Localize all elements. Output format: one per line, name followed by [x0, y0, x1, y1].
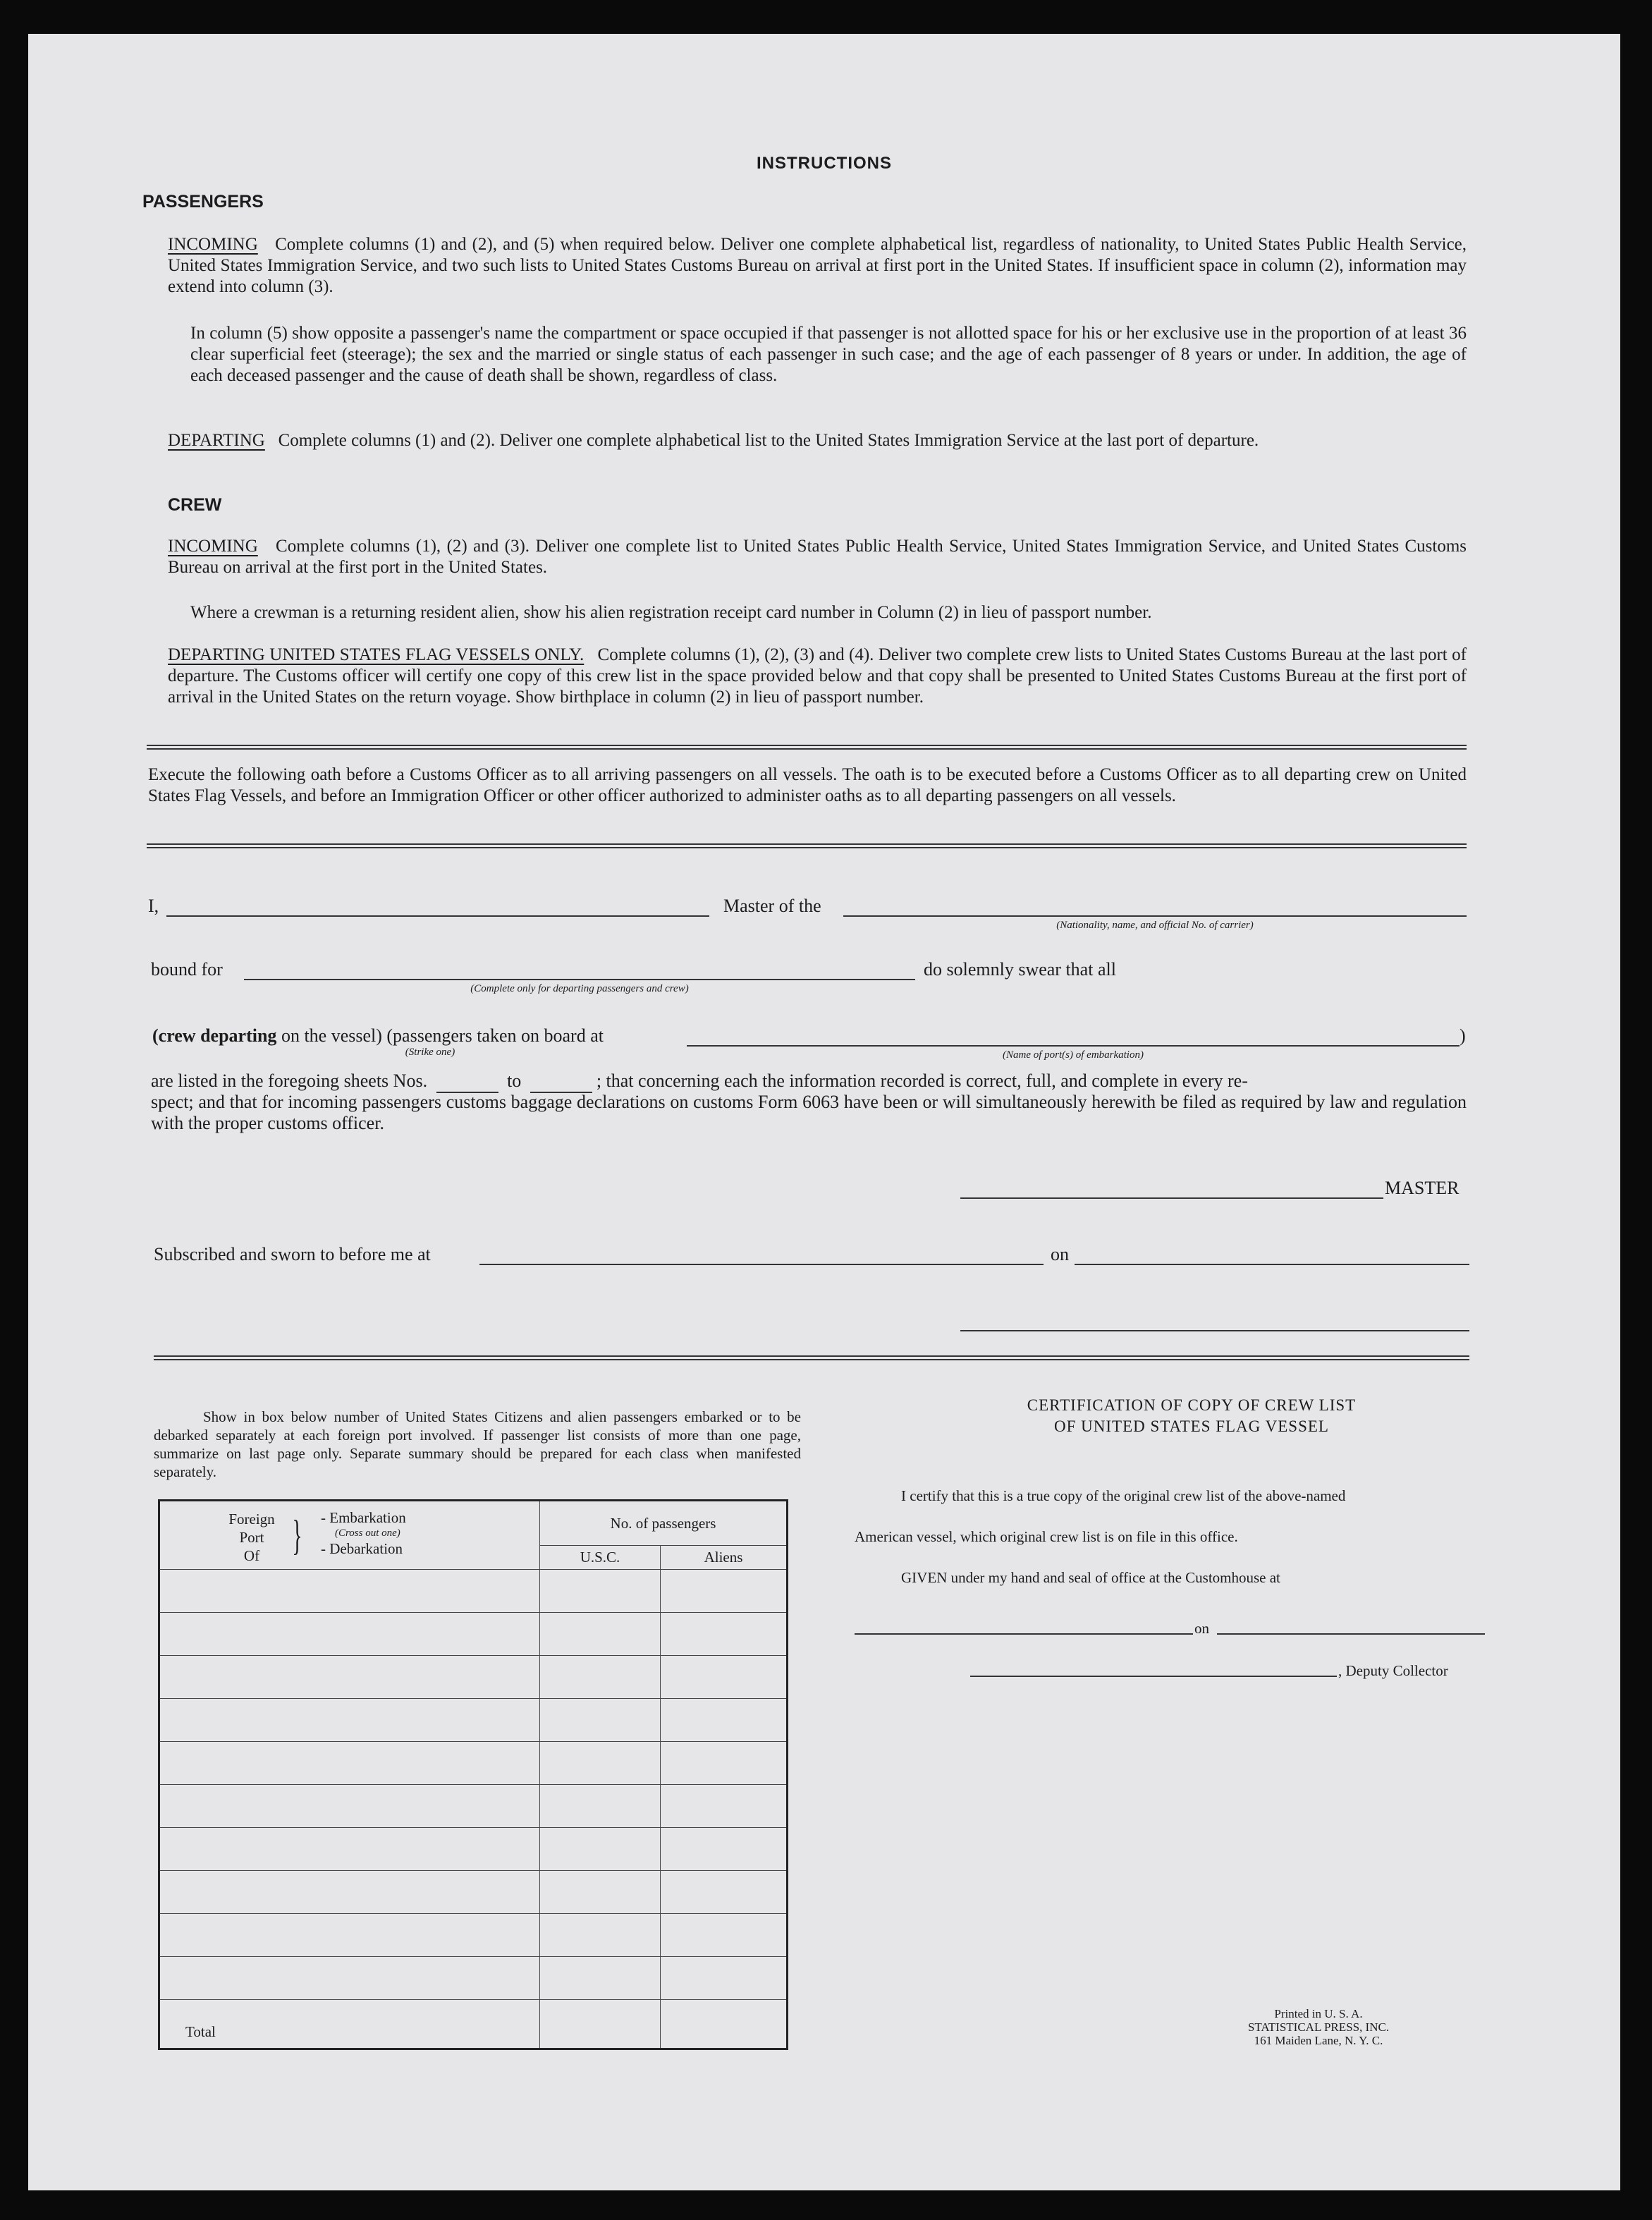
sworn-at-field[interactable]: [479, 1264, 1044, 1265]
crew-incoming-label: INCOMING: [168, 537, 258, 556]
subscribed-label: Subscribed and sworn to before me at: [154, 1244, 431, 1264]
crew-departing-label: DEPARTING UNITED STATES FLAG VESSELS ONLY.: [168, 645, 585, 664]
crew-departing-text: Complete columns (1), (2), (3) and (4). Deliver two complete crew lists to United States Customs Bureau at the last port of departure. The Customs officer will certify one copy of this crew list in the space provided below and that copy shall be presented to United States Customs Bureau at the first port of arrival in the United States on the return voyage. Show birthplace in column (2) in lieu of passport number.: [168, 645, 1467, 707]
table-row: [159, 1871, 788, 1914]
sheets-line: [151, 1071, 1248, 1093]
certification-title: [874, 1395, 1509, 1437]
certify-line2: American vessel, which original crew list is on file in this office.: [855, 1528, 1238, 1545]
sheet-to-field[interactable]: [530, 1071, 592, 1093]
table-row: [159, 1957, 788, 2000]
sheets-prefix: are listed in the foregoing sheets Nos.: [151, 1071, 428, 1091]
aliens-cell[interactable]: [661, 1785, 788, 1828]
given-line: GIVEN under my hand and seal of office at the Customhouse at: [901, 1569, 1280, 1586]
form-page: [28, 34, 1620, 2190]
embarkation-option[interactable]: - Embarkation: [321, 1509, 406, 1526]
cross-out-caption: (Cross out one): [335, 1527, 400, 1539]
table-row: [159, 1914, 788, 1957]
summary-instructions: Show in box below number of United States Citizens and alien passengers embarked or to be debarked separately at each foreign port involved. If passenger list consists of more than one page, summarize on last page only. Separate summary should be prepared for each class when manifested separately.: [154, 1408, 801, 1480]
usc-cell[interactable]: [540, 1699, 661, 1742]
sworn-date-field[interactable]: [1075, 1264, 1469, 1265]
ports-caption: (Name of port(s) of embarkation): [1003, 1049, 1144, 1061]
aliens-cell[interactable]: [661, 1613, 788, 1656]
usc-cell[interactable]: [540, 1828, 661, 1871]
deputy-signature-field[interactable]: [970, 1676, 1337, 1677]
foreign-word: Foreign: [228, 1511, 275, 1527]
aliens-header: Aliens: [661, 1546, 788, 1570]
table-row: [159, 1699, 788, 1742]
certification-title-line1: CERTIFICATION OF COPY OF CREW LIST: [1027, 1396, 1357, 1414]
port-cell[interactable]: [159, 1828, 540, 1871]
master-of-the-label: Master of the: [723, 896, 821, 916]
printer-line3: 161 Maiden Lane, N. Y. C.: [1254, 2034, 1383, 2047]
passengers-column5-paragraph: In column (5) show opposite a passenger's name the compartment or space occupied if that passenger is not allotted space for his or her exclusive use in the proportion of at least 36 clear superficial feet (steerage); the sex and the married or single status of each passenger in such case; and the age of each passenger of 8 years or under. In addition, the age of each deceased passenger and the cause of death shall be shown, regardless of class.: [190, 324, 1467, 385]
strike-one-caption: (Strike one): [405, 1047, 455, 1058]
table-row: [159, 1656, 788, 1699]
cert-on-label: on: [1194, 1620, 1209, 1637]
bound-caption: (Complete only for departing passengers and crew): [470, 983, 689, 994]
aliens-cell[interactable]: [661, 1656, 788, 1699]
table-row: [159, 1742, 788, 1785]
passengers-incoming-label: INCOMING: [168, 235, 258, 254]
section-divider: [154, 1355, 1469, 1360]
port-cell[interactable]: [159, 1656, 540, 1699]
passenger-summary-table: [158, 1499, 788, 2050]
crew-resident-paragraph: Where a crewman is a returning resident alien, show his alien registration receipt card number in Column (2) in lieu of passport number.: [190, 603, 1152, 622]
usc-cell[interactable]: [540, 1742, 661, 1785]
nationality-caption: (Nationality, name, and official No. of carrier): [1056, 920, 1254, 931]
master-signature-field[interactable]: [960, 1197, 1383, 1199]
port-cell[interactable]: [159, 1871, 540, 1914]
foreign-port-header: [159, 1501, 540, 1570]
aliens-cell[interactable]: [661, 1828, 788, 1871]
bound-for-label: bound for: [151, 959, 223, 980]
certify-line1: I certify that this is a true copy of the original crew list of the above-named: [901, 1487, 1346, 1504]
aliens-cell[interactable]: [661, 1871, 788, 1914]
table-row: [159, 1828, 788, 1871]
section-divider: [147, 745, 1467, 750]
port-cell[interactable]: [159, 1957, 540, 2000]
of-word: Of: [243, 1547, 260, 1564]
section-divider: [147, 843, 1467, 848]
aliens-cell[interactable]: [661, 1914, 788, 1957]
usc-cell[interactable]: [540, 1957, 661, 2000]
sheets-suffix: ; that concerning each the information recorded is correct, full, and complete in every re-: [596, 1071, 1248, 1091]
usc-cell[interactable]: [540, 1613, 661, 1656]
total-label: Total: [159, 2000, 540, 2049]
usc-cell[interactable]: [540, 1871, 661, 1914]
bound-for-field[interactable]: [244, 979, 915, 980]
customhouse-field[interactable]: [855, 1633, 1193, 1635]
passengers-departing-text: Complete columns (1) and (2). Deliver one complete alphabetical list to the United States Immigration Service at the last port of departure.: [278, 431, 1259, 450]
passengers-heading: PASSENGERS: [142, 192, 264, 212]
crew-incoming-text: Complete columns (1), (2) and (3). Deliver one complete list to United States Public Health Service, United States Immigration Service, and United States Customs Bureau on arrival at the first port in the United States.: [168, 537, 1467, 577]
usc-cell[interactable]: [540, 1570, 661, 1613]
crew-departing-paragraph: [168, 645, 1467, 708]
debarkation-option[interactable]: - Debarkation: [321, 1540, 403, 1557]
swear-label: do solemnly swear that all: [924, 959, 1116, 980]
sheets-to: to: [507, 1071, 522, 1091]
usc-cell[interactable]: [540, 1914, 661, 1957]
sworn-on-label: on: [1051, 1244, 1069, 1264]
usc-cell[interactable]: [540, 1656, 661, 1699]
officer-signature-field[interactable]: [960, 1330, 1469, 1331]
crew-heading: CREW: [168, 495, 222, 515]
sheets-rest: spect; and that for incoming passengers customs baggage declarations on customs Form 6063 have been or will simultaneously herewith be filed as required by law and regulation with the proper customs officer.: [151, 1092, 1467, 1133]
table-row: [159, 1785, 788, 1828]
aliens-cell[interactable]: [661, 1742, 788, 1785]
embark-debark-options: [321, 1510, 406, 1556]
printer-imprint: [1220, 2007, 1417, 2047]
aliens-cell[interactable]: [661, 1957, 788, 2000]
close-paren: ): [1460, 1025, 1466, 1046]
port-word: Port: [239, 1529, 264, 1546]
embarkation-ports-field[interactable]: [687, 1045, 1460, 1047]
total-row: [159, 2000, 788, 2049]
table-row: [159, 1570, 788, 1613]
aliens-cell[interactable]: [661, 1699, 788, 1742]
port-cell[interactable]: [159, 1699, 540, 1742]
oath-i-label: I,: [148, 896, 159, 916]
foreign-port-of-label: [216, 1510, 287, 1565]
passengers-departing-paragraph: [168, 430, 1467, 451]
page-title: INSTRUCTIONS: [757, 154, 892, 173]
crew-incoming-paragraph: [168, 536, 1467, 578]
port-cell[interactable]: [159, 1914, 540, 1957]
crew-departing-bold: (crew departing: [152, 1025, 277, 1046]
crew-departing-clause: [152, 1025, 604, 1047]
port-cell[interactable]: [159, 1785, 540, 1828]
table-row: [159, 1613, 788, 1656]
master-label: MASTER: [1385, 1178, 1460, 1198]
certification-title-line2: OF UNITED STATES FLAG VESSEL: [1054, 1417, 1329, 1435]
usc-cell[interactable]: [540, 1785, 661, 1828]
sheet-from-field[interactable]: [436, 1071, 498, 1093]
deputy-collector-label: , Deputy Collector: [1338, 1662, 1448, 1679]
printer-line1: Printed in U. S. A.: [1274, 2007, 1363, 2020]
port-cell[interactable]: [159, 1613, 540, 1656]
passengers-incoming-paragraph: [168, 234, 1467, 298]
no-of-passengers-header: No. of passengers: [540, 1501, 788, 1546]
carrier-field[interactable]: [843, 915, 1467, 917]
brace-icon: }: [292, 1512, 302, 1559]
passengers-incoming-text: Complete columns (1) and (2), and (5) when required below. Deliver one complete alphabetical list, regardless of nationality, to United States Public Health Service, United States Immigration Service, and two such lists to United States Customs Bureau on arrival at first port in the United States. If insufficient space in column (2), information may extend into column (3).: [168, 235, 1467, 296]
usc-total-cell[interactable]: [540, 2000, 661, 2049]
passengers-departing-label: DEPARTING: [168, 431, 265, 450]
master-name-field[interactable]: [166, 915, 709, 917]
usc-header: U.S.C.: [540, 1546, 661, 1570]
port-cell[interactable]: [159, 1742, 540, 1785]
printer-line2: STATISTICAL PRESS, INC.: [1247, 2020, 1390, 2034]
oath-intro: Execute the following oath before a Customs Officer as to all arriving passengers on all vessels. The oath is to be executed before a Customs Officer as to all departing crew on United States Flag Vessels, and before an Immigration Officer or other officer authorized to administer oaths as to all departing passengers on all vessels.: [148, 765, 1467, 805]
aliens-cell[interactable]: [661, 1570, 788, 1613]
vessel-clause: on the vessel) (passengers taken on board at: [281, 1025, 604, 1046]
port-cell[interactable]: [159, 1570, 540, 1613]
cert-date-field[interactable]: [1217, 1633, 1485, 1635]
aliens-total-cell[interactable]: [661, 2000, 788, 2049]
